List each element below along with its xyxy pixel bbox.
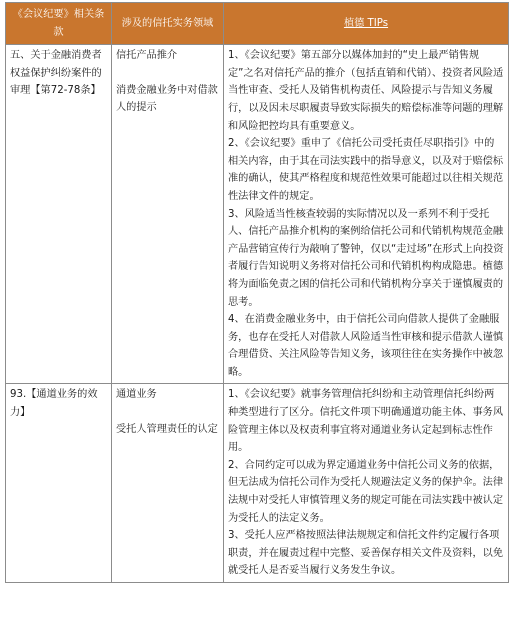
area-item: 通道业务 [116,389,157,401]
tip-paragraph: 4、在消费金融业务中，由于信托公司向借款人提供了金融服务，也存在受托人对借款人风险适当性审核和提示借款人谨慎合理借贷、关注风险等告知义务，该项往往在实务操作中被忽略。 [228,314,504,378]
table-row [6,384,509,583]
clause-cell [6,45,112,384]
area-item: 受托人管理责任的认定 [116,424,218,436]
clause-cell [6,384,112,583]
area-item: 信托产品推介 [116,50,178,62]
table-header [6,3,509,45]
area-cell [112,384,224,583]
area-item: 消费金融业务中对借款人的提示 [116,84,218,114]
tip-paragraph: 2、合同约定可以成为界定通道业务中信托公司义务的依据，但无法成为信托公司作为受托人规避法定义务的保护伞。法律法规中对受托人审慎管理义务的规定可能在司法实践中被认定为受托人的法定义务。 [228,459,504,524]
tips-cell [224,384,509,583]
tip-paragraph: 1、《会议纪要》就事务管理信托纠纷和主动管理信托纠纷两种类型进行了区分。信托文件项下明确通道功能主体、事务风险管理主体以及权责利事宜将对通道业务认定起到标志性作用。 [228,389,504,454]
trust-tips-table [5,2,509,583]
tip-paragraph: 3、受托人应严格按照法律法规规定和信托文件约定履行各项职责，并在履责过程中完整、妥善保存相关文件及资料，以免就受托人是否妥当履行义务发生争议。 [228,530,504,577]
tips-cell [224,45,509,384]
tip-paragraph: 3、风险适当性核查较弱的实际情况以及一系列不利于受托人、信托产品推介机构的案例给信托公司和代销机构规范金融产品营销宣传行为敲响了警钟，仅以“走过场”在形式上向投资者履行告知说明义务将对信托公司和代销机构构成隐患。植德将为面临免责之困的信托公司和代销机构分享关于谨慎履责的思考。 [228,208,504,308]
header-area: 涉及的信托实务领域 [112,3,224,45]
tip-paragraph: 1、《会议纪要》第五部分以媒体加封的“史上最严销售规定”之名对信托产品的推介（包括直销和代销）、投资者风险适当性审查、受托人及销售机构责任、风险提示与告知义务履行，以及因未尽职履责导致实际损失的赔偿标准等问题的理解和风险把控均具有重要意义。 [228,50,504,132]
header-tips: 植德 TIPs [224,3,509,45]
header-row [6,3,509,45]
clause-text: 五、关于金融消费者权益保护纠纷案件的审理【第72-78条】 [10,50,102,97]
table-row [6,45,509,384]
area-cell [112,45,224,384]
clause-text: 93.【通道业务的效力】 [10,389,98,419]
tip-paragraph: 2、《会议纪要》重申了《信托公司受托责任尽职指引》中的相关内容，由于其在司法实践中的指导意义，以及对于赔偿标准的确认，使其严格程度和规范性效果可能超过以往相关规范性法律文件的规定。 [228,138,504,202]
header-clause: 《会议纪要》相关条款 [6,3,112,45]
